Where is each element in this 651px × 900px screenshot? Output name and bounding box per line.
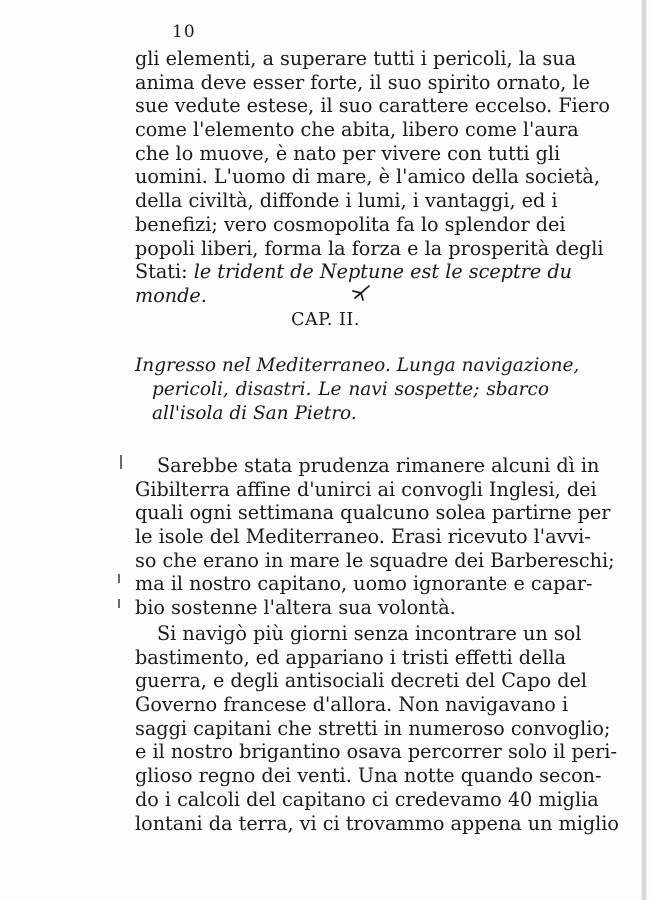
margin-tick <box>118 574 120 583</box>
printers-mark-icon <box>351 283 371 303</box>
text-line: bastimento, ed apparianо i tristi effetti della <box>135 645 567 669</box>
text-line: Sarebbe stata prudenza rimanere alcuni dì in <box>157 454 600 477</box>
text-line: sue vedute estese, il suo carattere eccelso. Fiero <box>135 94 610 118</box>
text-line: Gibilterra affine d'unirci ai convogli Inglesi, dei <box>135 477 597 501</box>
text-line: le isole del Mediterraneo. Erasi ricevuto l'avvi- <box>135 525 591 549</box>
text-line: che lo muove, è nato per vivere con tutti gli <box>135 141 561 165</box>
summary-line: all'isola di San Pietro. <box>152 403 357 424</box>
chapter-heading: CAP. II. <box>291 310 360 330</box>
page-number: 10 <box>172 22 196 42</box>
text-line: Governo francese d'allora. Non navigavano i <box>135 693 569 717</box>
paragraph-1 <box>135 454 615 620</box>
text-line: della civiltà, diffonde i lumi, i vantaggi, ed i <box>135 189 558 213</box>
chapter-summary <box>135 354 580 426</box>
roman-segment: Stati: <box>135 260 194 284</box>
summary-line: pericoli, disastri. Le navi sospette; sbarco <box>152 379 549 400</box>
text-line: guerra, e degli antisociali decreti del Capo del <box>135 669 588 693</box>
summary-line: Ingresso nel Mediterraneo. Lunga navigazione, <box>135 355 580 376</box>
margin-tick <box>120 455 122 469</box>
text-line: Si navigò più giorni senza incontrare un sol <box>157 622 582 645</box>
text-line: ma il nostro capitano, uomo ignorante e capar- <box>135 572 593 596</box>
margin-tick <box>118 599 120 608</box>
text-line: so che erano in mare le squadre dei Barbereschi; <box>135 548 615 572</box>
text-line: quali ogni settimana qualcuno solea partirne per <box>135 501 611 525</box>
page-edge-shadow <box>641 0 647 900</box>
text-line: popoli liberi, forma la forza e la prosperità degli <box>135 236 604 260</box>
text-line: uomini. L'uomo di mare, è l'amico della società, <box>135 165 600 189</box>
text-line: lontani da terra, vi ci trovammo appena un miglio <box>135 811 619 835</box>
text-line-mixed <box>135 260 572 284</box>
french-quote-end: monde. <box>135 283 207 307</box>
text-line: do i calcoli del capitano ci credevamo 40 miglia <box>135 787 599 811</box>
french-quote-segment: le trident de Neptune est le sceptre du <box>193 260 572 284</box>
text-line: glioso regno dei venti. Una notte quando secon- <box>135 764 602 788</box>
text-line: saggi capitani che stretti in numeroso convoglio; <box>135 716 611 740</box>
continuation-text <box>135 47 610 308</box>
text-line: e il nostro brigantino osava percorrer solo il peri- <box>135 740 617 764</box>
text-line: anima deve esser forte, il suo spirito ornato, le <box>135 70 591 94</box>
text-line: come l'elemento che abita, libero come l'aura <box>135 118 579 142</box>
text-line: benefizi; vero cosmopolita fa lo splendor dei <box>135 212 566 236</box>
text-line: bio sostenne l'altera sua volontà. <box>135 596 456 620</box>
paragraph-2 <box>135 622 619 835</box>
text-line: gli elementi, a superare tutti i pericoli, la sua <box>135 47 577 70</box>
